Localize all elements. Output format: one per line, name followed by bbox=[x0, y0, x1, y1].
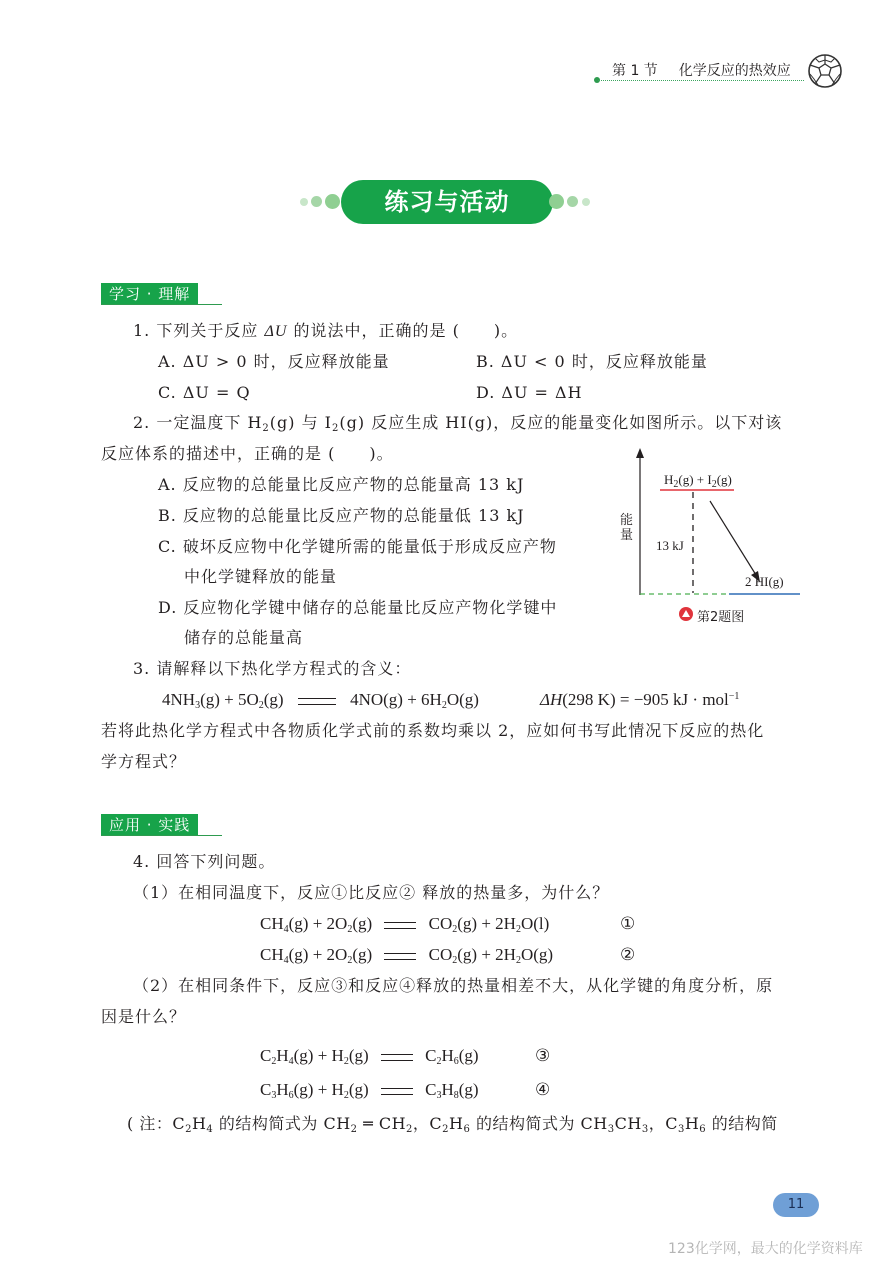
header-rule bbox=[598, 80, 804, 81]
question-1-stem: 1. 下列关于反应 ΔU 的说法中，正确的是 ( )。 bbox=[133, 321, 519, 340]
section-rule bbox=[101, 304, 222, 305]
equation-3-marker: ③ bbox=[535, 1046, 552, 1066]
section-label-learn: 学习 · 理解 bbox=[101, 283, 198, 305]
question-1-option-c: C. ΔU = Q bbox=[158, 383, 251, 402]
watermark: 123化学网，最大的化学资料库 bbox=[668, 1241, 863, 1257]
question-3-equation: $4NH_3(g) + 5O_2(g) 4NO(g) + 6H_2O(g)$ bbox=[162, 690, 479, 711]
question-4-stem: 4. 回答下列问题。 bbox=[133, 852, 276, 871]
equals-sign bbox=[381, 1054, 413, 1061]
products-label: 2 HI(g) bbox=[745, 574, 784, 589]
section-rule bbox=[101, 835, 222, 836]
banner-dot bbox=[325, 194, 340, 209]
banner-dot bbox=[311, 196, 322, 207]
question-2-option-c: C. 破坏反应物中化学键所需的能量低于形成反应产物 bbox=[158, 537, 557, 556]
equals-sign bbox=[384, 953, 416, 960]
question-1-option-b: B. ΔU < 0 时，反应释放能量 bbox=[476, 352, 708, 371]
question-3-followup-line1: 若将此热化学方程式中各物质化学式前的系数均乘以 2，应如何书写此情况下反应的热化 bbox=[101, 721, 765, 740]
equation-2-marker: ② bbox=[620, 945, 637, 965]
equals-sign bbox=[381, 1088, 413, 1095]
axis-arrow-icon bbox=[636, 448, 644, 458]
question-2-option-d-cont: 储存的总能量高 bbox=[184, 628, 304, 647]
banner-dot bbox=[549, 194, 564, 209]
question-2-stem-line2: 反应体系的描述中，正确的是 ( )。 bbox=[101, 444, 394, 463]
equals-sign bbox=[298, 698, 336, 705]
equation-4-marker: ④ bbox=[535, 1080, 552, 1100]
question-4-part-2-line1: （2）在相同条件下，反应③和反应④释放的热量相差不大，从化学键的角度分析，原 bbox=[133, 976, 774, 995]
reaction-arrow bbox=[710, 501, 756, 575]
energy-axis-label: 能量 bbox=[620, 513, 634, 543]
question-2-option-b: B. 反应物的总能量比反应产物的总能量低 13 kJ bbox=[158, 506, 525, 525]
figure-caption: 第2题图 bbox=[697, 610, 745, 625]
banner-dot bbox=[300, 198, 308, 206]
section-number: 第 1 节 bbox=[612, 63, 658, 79]
banner-dot bbox=[567, 196, 578, 207]
reactants-label: $H_2(g) + I_2(g)$ bbox=[664, 472, 732, 490]
fullerene-icon bbox=[806, 52, 844, 90]
equation-4: $C_3H_6(g) + H_2(g)$ $C_3H_8(g)$ bbox=[260, 1080, 479, 1101]
banner-title: 练习与活动 bbox=[341, 180, 553, 224]
section-title: 化学反应的热效应 bbox=[678, 63, 791, 79]
equals-sign bbox=[384, 922, 416, 929]
caption-triangle-icon bbox=[679, 607, 693, 621]
question-4-part-1: （1）在相同温度下，反应①比反应② 释放的热量多，为什么？ bbox=[133, 883, 610, 902]
banner-dot bbox=[582, 198, 590, 206]
question-2-option-a: A. 反应物的总能量比反应产物的总能量高 13 kJ bbox=[158, 475, 525, 494]
question-2-option-d: D. 反应物化学键中储存的总能量比反应产物化学键中 bbox=[158, 598, 558, 617]
question-3-enthalpy: ΔH(298 K) = −905 kJ · mol$^{-1}$ bbox=[540, 690, 740, 709]
equation-2: $CH_4(g) + 2O_2(g) CO_2(g) + 2H_2O(g)$ bbox=[260, 945, 554, 966]
question-3-followup-line2: 学方程式？ bbox=[101, 752, 187, 771]
running-header bbox=[612, 60, 791, 80]
equation-1-marker: ① bbox=[620, 914, 637, 934]
question-4-note: ( 注：$C_2H_4$ 的结构简式为 $CH_2$ ═ $CH_2$，$C_2H_6$ 的结构简式为 $CH_3CH_3$，$C_3H_6$ 的结构简 bbox=[127, 1114, 778, 1135]
equation-1: $CH_4(g) + 2O_2(g) CO_2(g) + 2H_2O(l)$ bbox=[260, 914, 550, 935]
section-label-apply: 应用 · 实践 bbox=[101, 814, 198, 836]
question-1-option-a: A. ΔU > 0 时，反应释放能量 bbox=[158, 352, 390, 371]
question-2-stem-line1: 2. 一定温度下 $H_2(g)$ 与 $I_2(g)$ 反应生成 HI(g)，反应的能量变化如图所示。以下对该 bbox=[133, 413, 783, 434]
page-number: 11 bbox=[773, 1193, 819, 1217]
question-2-option-c-cont: 中化学键释放的能量 bbox=[184, 567, 338, 586]
question-1-option-d: D. ΔU = ΔH bbox=[476, 383, 583, 402]
question-4-part-2-line2: 因是什么？ bbox=[101, 1007, 187, 1026]
energy-gap-label: 13 kJ bbox=[656, 538, 684, 553]
question-3-stem: 3. 请解释以下热化学方程式的含义： bbox=[133, 659, 412, 678]
equation-3: $C_2H_4(g) + H_2(g)$ $C_2H_6(g)$ bbox=[260, 1046, 479, 1067]
